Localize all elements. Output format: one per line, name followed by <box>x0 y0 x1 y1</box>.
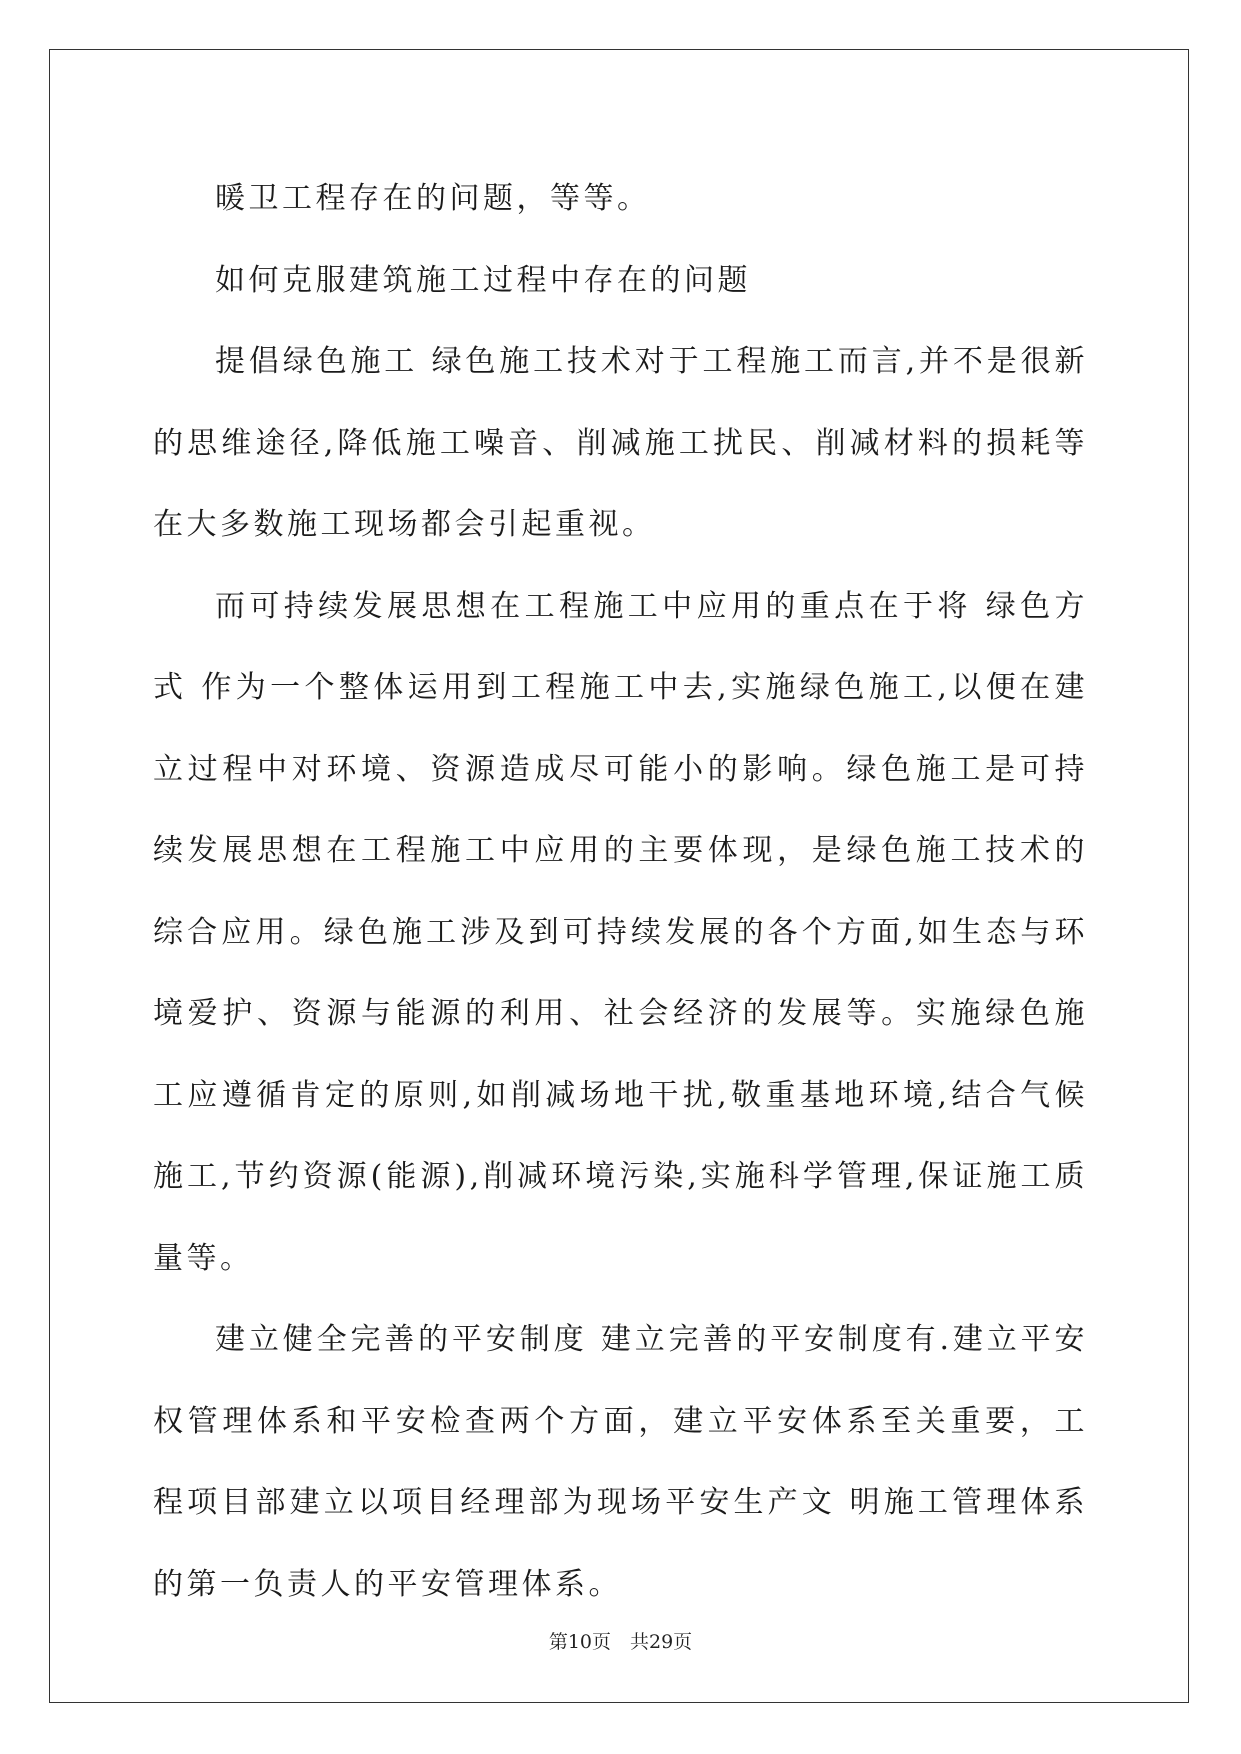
paragraph: 建立健全完善的平安制度 建立完善的平安制度有.建立平安权管理体系和平安检查两个方面，建立平安体系至关重要，工程项目部建立以项目经理部为现场平安生产文 明施工管理体系的第一负责人的平安管理体系。 <box>153 1322 1088 1602</box>
document-body <box>153 158 1088 1625</box>
page-number-footer: 第10页 共29页 <box>548 1631 693 1653</box>
paragraph: 提倡绿色施工 绿色施工技术对于工程施工而言,并不是很新的思维途径,降低施工噪音、削减施工扰民、削减材料的损耗等在大多数施工现场都会引起重视。 <box>153 344 1088 542</box>
paragraph: 暖卫工程存在的问题，等等。 <box>215 181 651 216</box>
section-heading: 如何克服建筑施工过程中存在的问题 <box>215 262 751 298</box>
paragraph: 而可持续发展思想在工程施工中应用的重点在于将 绿色方式 作为一个整体运用到工程施工中去,实施绿色施工,以便在建立过程中对环境、资源造成尽可能小的影响。绿色施工是可持续发展思想在工程施工中应用的主要体现，是绿色施工技术的综合应用。绿色施工涉及到可持续发展的各个方面,如生态与环境爱护、资源与能源的利用、社会经济的发展等。实施绿色施工应遵循肯定的原则,如削减场地干扰,敬重基地环境,结合气候施工,节约资源(能源),削减环境污染,实施科学管理,保证施工质量等。 <box>153 588 1088 1276</box>
